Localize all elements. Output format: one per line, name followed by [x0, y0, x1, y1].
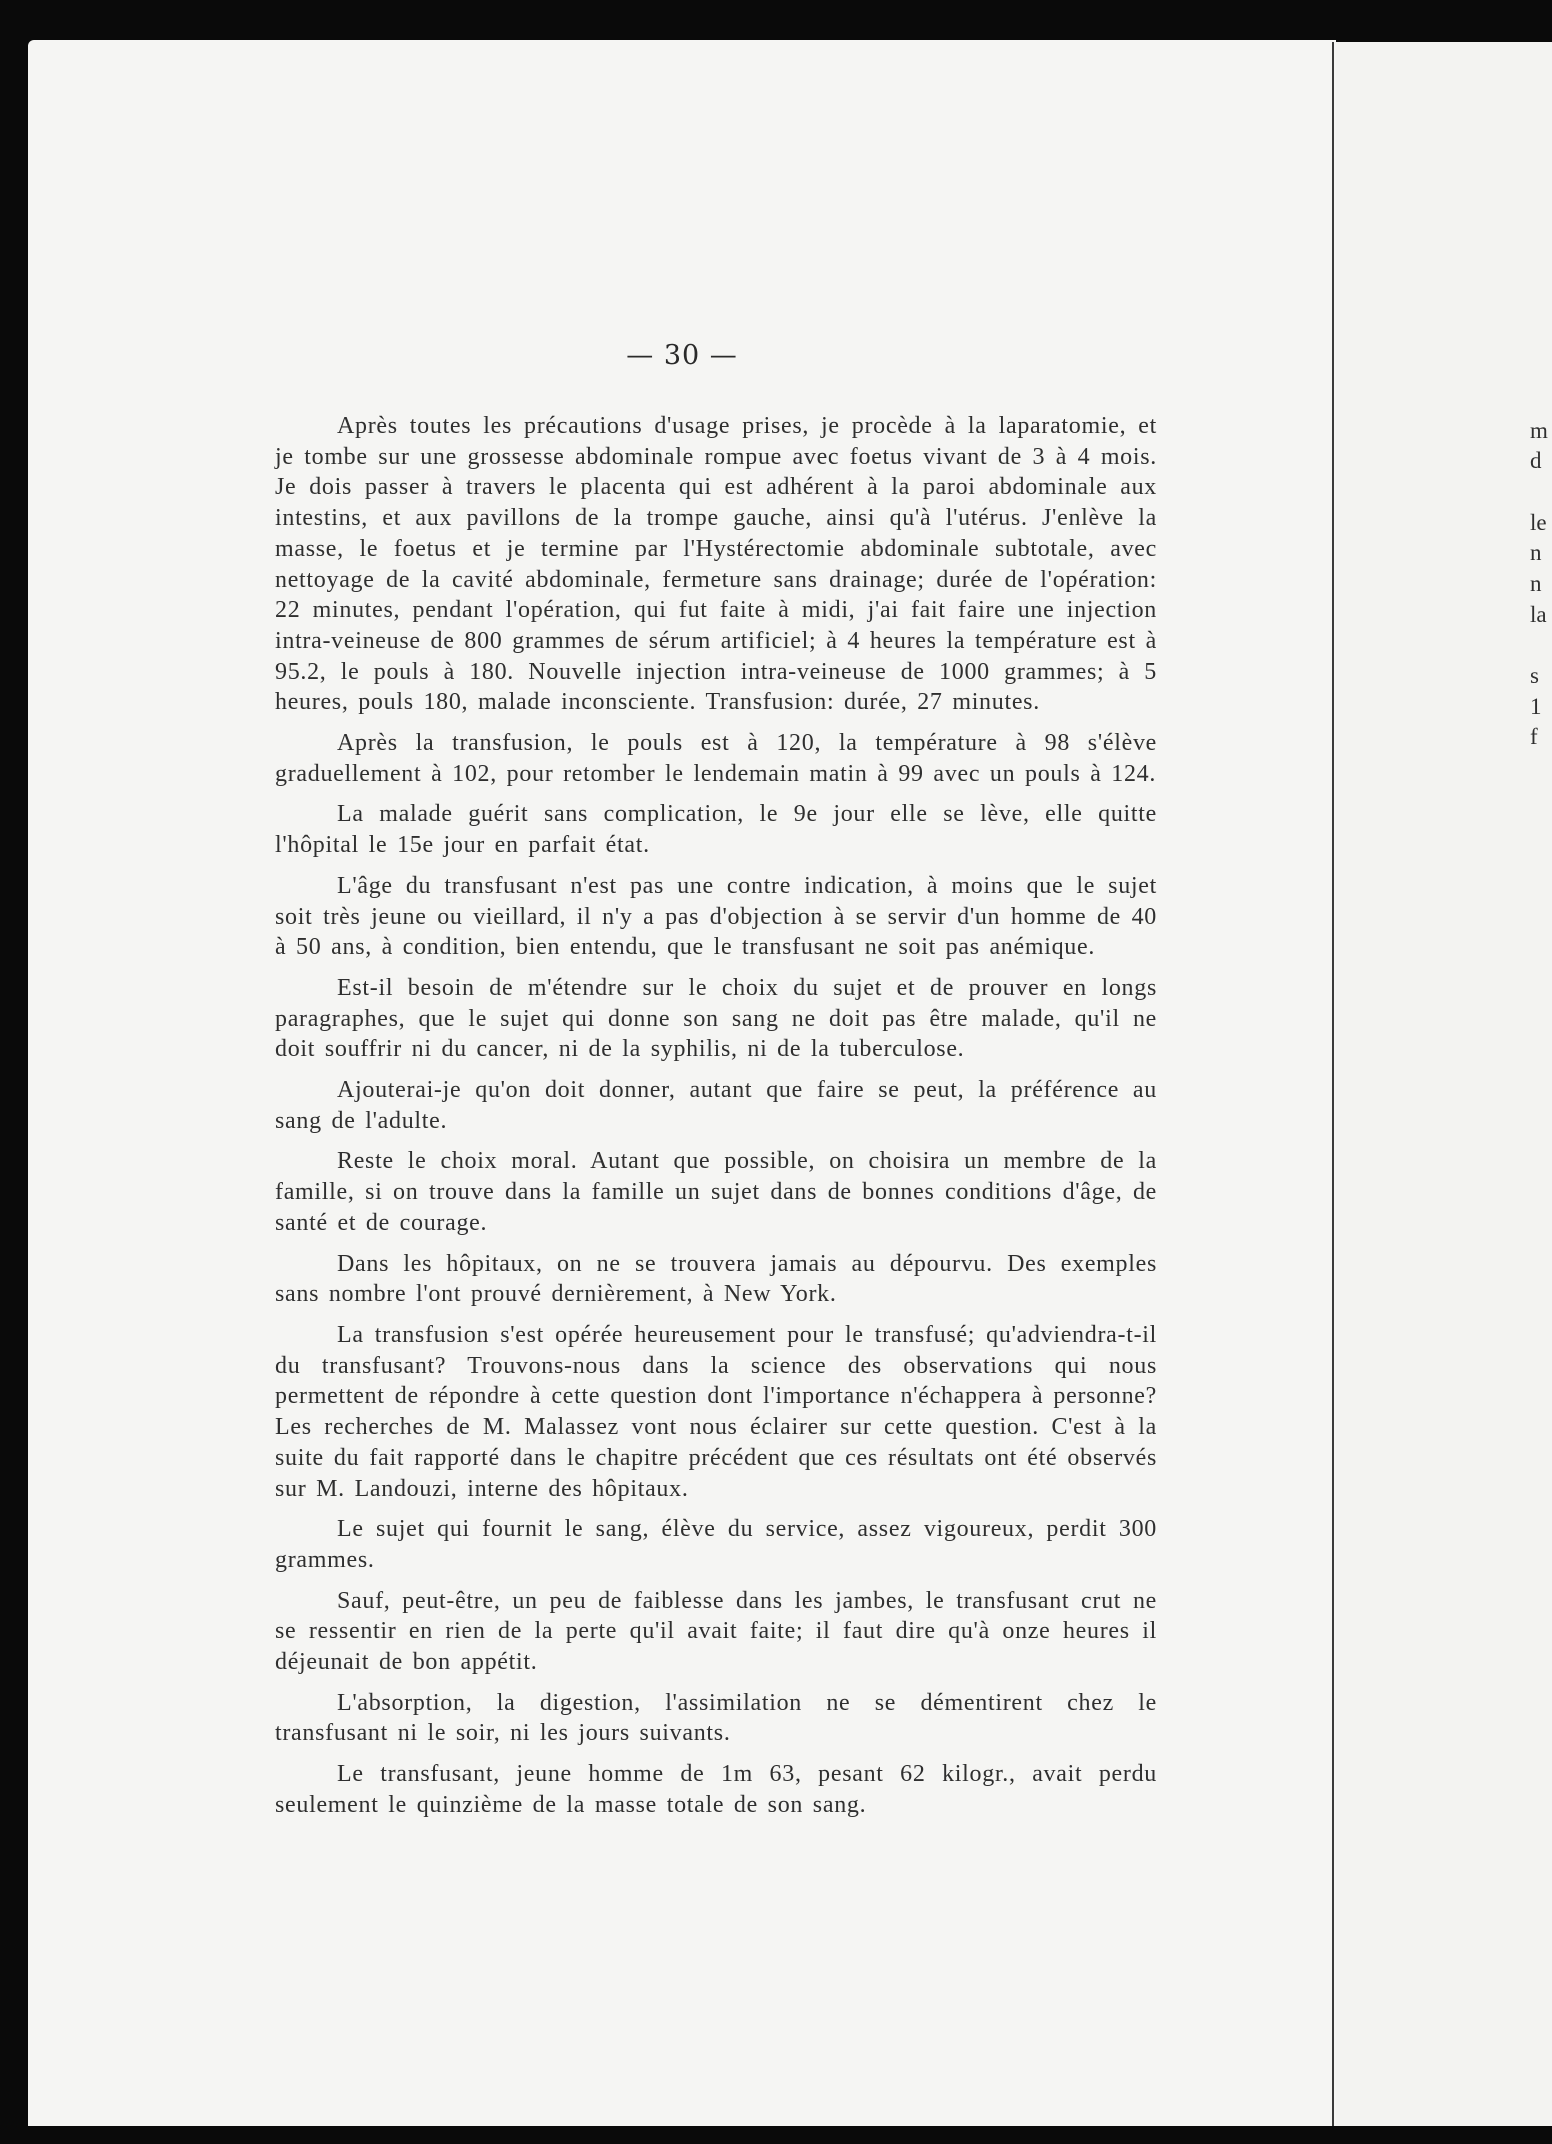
- paragraph: Le sujet qui fournit le sang, élève du service, assez vigoureux, perdit 300 grammes.: [275, 1516, 1157, 1573]
- paragraph: Ajouterai-je qu'on doit donner, autant que faire se peut, la préférence au sang de l'adulte.: [275, 1077, 1157, 1134]
- facing-page-fragment: la: [1530, 602, 1547, 627]
- facing-page-fragment: le: [1530, 510, 1547, 535]
- page-left: [28, 40, 1336, 2126]
- page-number: — 30 —: [626, 340, 738, 371]
- paragraph: L'âge du transfusant n'est pas une contre indication, à moins que le sujet soit très jeune ou vieillard, il n'y a pas d'objection à se servir d'un homme de 40 à 50 ans, à condition, bien entendu, que le transfusant ne soit pas anémique.: [275, 872, 1157, 961]
- paragraph: La malade guérit sans complication, le 9e jour elle se lève, elle quitte l'hôpital le 15e jour en parfait état.: [275, 801, 1157, 859]
- paragraph: Sauf, peut-être, un peu de faiblesse dans les jambes, le transfusant crut ne se ressentir en rien de la perte qu'il avait faite; il faut dire qu'à onze heures il déjeunait de bon appétit.: [275, 1587, 1157, 1676]
- paragraph: Dans les hôpitaux, on ne se trouvera jamais au dépourvu. Des exemples sans nombre l'ont prouvé dernièrement, à New York.: [275, 1250, 1157, 1308]
- paragraph: Est-il besoin de m'étendre sur le choix du sujet et de prouver en longs paragraphes, que le sujet qui donne son sang ne doit pas être malade, qu'il ne doit souffrir ni du cancer, ni de la syphilis, ni de la tuberculose.: [275, 974, 1157, 1063]
- facing-page-fragment: n: [1530, 540, 1542, 565]
- paragraph: L'absorption, la digestion, l'assimilation ne se démentirent chez le transfusant ni le soir, ni les jours suivants.: [275, 1689, 1157, 1747]
- facing-page-fragment: 1: [1530, 694, 1542, 719]
- paragraph: Après toutes les précautions d'usage prises, je procède à la laparatomie, et je tombe sur une grossesse abdominale rompue avec foetus vivant de 3 à 4 mois. Je dois passer à travers le placenta qui est adhérent à la paroi abdominale aux intestins, et aux pavillons de la trompe gauche, ainsi qu'à l'utérus. J'enlève la masse, le foetus et je termine par l'Hystérectomie abdominale subtotale, avec nettoyage de la cavité abdominale, fermeture sans drainage; durée de l'opération: 22 minutes, pendant l'opération, qui fut faite à midi, j'ai fait faire une injection intra-veineuse de 800 grammes de sérum artificiel; à 4 heures la température est à 95.2, le pouls à 180. Nouvelle injection intra-veineuse de 1000 grammes; à 5 heures, pouls 180, malade inconsciente. Transfusion: durée, 27 minutes.: [275, 413, 1157, 716]
- facing-page-fragment: d: [1530, 448, 1542, 473]
- paragraph: Le transfusant, jeune homme de 1m 63, pesant 62 kilogr., avait perdu seulement le quinzième de la masse totale de son sang.: [275, 1761, 1157, 1818]
- paragraph: Reste le choix moral. Autant que possible, on choisira un membre de la famille, si on trouve dans la famille un sujet dans de bonnes conditions d'âge, de santé et de courage.: [275, 1148, 1157, 1236]
- facing-page-fragment: n: [1530, 571, 1542, 596]
- page-gutter: [1332, 42, 1334, 2126]
- body-text: [275, 411, 1157, 1831]
- scan-border: [28, 2126, 1552, 2144]
- paragraph: Après la transfusion, le pouls est à 120, la température à 98 s'élève graduellement à 102, pour retomber le lendemain matin à 99 avec un pouls à 124.: [275, 730, 1157, 787]
- paragraph: La transfusion s'est opérée heureusement pour le transfusé; qu'adviendra-t-il du transfusant? Trouvons-nous dans la science des observations qui nous permettent de répondre à cette question dont l'importance n'échappera à personne? Les recherches de M. Malassez vont nous éclairer sur cette question. C'est à la suite du fait rapporté dans le chapitre précédent que ces résultats ont été observés sur M. Landouzi, interne des hôpitaux.: [275, 1321, 1157, 1502]
- facing-page: [1336, 42, 1552, 2126]
- facing-page-fragment: m: [1530, 418, 1548, 443]
- facing-page-fragment: f: [1530, 724, 1538, 749]
- facing-page-fragment: s: [1530, 663, 1539, 688]
